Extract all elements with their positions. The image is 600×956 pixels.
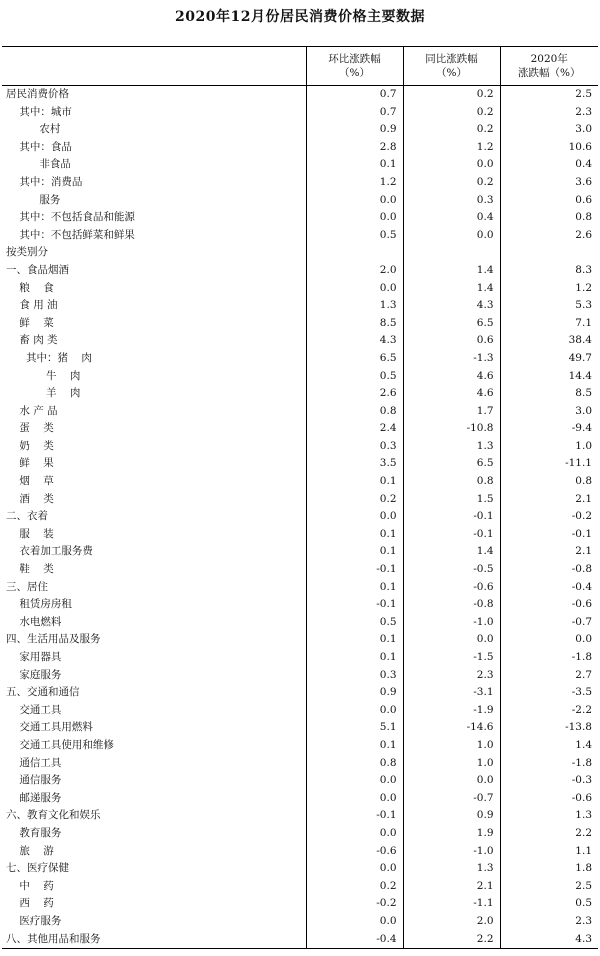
row-mom-value: 0.1: [306, 473, 403, 491]
row-label: 其中：城市: [6, 105, 72, 118]
row-label: 蛋 类: [6, 422, 54, 435]
row-mom-value: 0.0: [306, 790, 403, 808]
header-item: [2, 47, 306, 86]
row-yoy-value: -3.1: [403, 684, 500, 702]
table-row: [2, 315, 598, 333]
header-yoy-line2: （%）: [436, 67, 467, 79]
row-mom-value: 0.1: [306, 649, 403, 667]
row-yoy-value: 0.8: [403, 473, 500, 491]
row-yoy-value: -1.5: [403, 649, 500, 667]
row-yoy-value: 2.3: [403, 667, 500, 685]
row-year-value: 10.6: [500, 139, 598, 157]
row-mom-value: 0.2: [306, 491, 403, 509]
row-label: 衣着加工服务费: [6, 545, 93, 558]
row-year-value: -0.4: [500, 579, 598, 597]
row-label: 其中：猪 肉: [6, 351, 92, 364]
row-yoy-value: 0.0: [403, 227, 500, 245]
row-mom-value: 6.5: [306, 350, 403, 368]
table-row: [2, 931, 598, 949]
row-year-value: 2.1: [500, 543, 598, 561]
row-label: 酒 类: [6, 492, 54, 505]
row-year-value: 49.7: [500, 350, 598, 368]
row-mom-value: 2.8: [306, 139, 403, 157]
row-year-value: -0.6: [500, 790, 598, 808]
row-year-value: -0.1: [500, 526, 598, 544]
row-label: 旅 游: [6, 844, 54, 857]
row-yoy-value: 1.3: [403, 438, 500, 456]
table-row: [2, 772, 598, 790]
row-yoy-value: 1.3: [403, 860, 500, 878]
table-body: [2, 86, 598, 949]
row-mom-value: 2.4: [306, 420, 403, 438]
row-year-value: 0.5: [500, 895, 598, 913]
row-mom-value: -0.1: [306, 596, 403, 614]
row-year-value: -11.1: [500, 455, 598, 473]
row-mom-value: 0.5: [306, 368, 403, 386]
row-year-value: 7.1: [500, 315, 598, 333]
table-row: [2, 843, 598, 861]
row-year-value: 2.3: [500, 913, 598, 931]
table-row: [2, 491, 598, 509]
row-yoy-value: 2.1: [403, 878, 500, 896]
table-row: [2, 878, 598, 896]
row-year-value: 2.1: [500, 491, 598, 509]
table-row: [2, 192, 598, 210]
row-mom-value: 0.9: [306, 684, 403, 702]
row-yoy-value: 0.3: [403, 192, 500, 210]
row-yoy-value: 1.0: [403, 737, 500, 755]
row-year-value: -1.8: [500, 649, 598, 667]
row-year-value: 0.0: [500, 631, 598, 649]
table-row: [2, 121, 598, 139]
table-row: [2, 86, 598, 104]
header-yoy: [403, 47, 500, 86]
header-yoy-line1: 同比涨跌幅: [425, 53, 478, 65]
table-row: [2, 139, 598, 157]
table-row: [2, 667, 598, 685]
row-mom-value: 0.0: [306, 280, 403, 298]
table-row: [2, 227, 598, 245]
row-label: 其中：不包括鲜菜和鲜果: [6, 228, 135, 241]
row-year-value: 1.0: [500, 438, 598, 456]
row-mom-value: 0.0: [306, 702, 403, 720]
row-mom-value: 0.2: [306, 878, 403, 896]
table-row: [2, 508, 598, 526]
row-mom-value: 0.3: [306, 667, 403, 685]
row-label: 交通工具使用和维修: [6, 738, 114, 751]
row-yoy-value: 6.5: [403, 315, 500, 333]
row-label: 服务: [6, 193, 61, 206]
row-yoy-value: -0.7: [403, 790, 500, 808]
table-row: [2, 649, 598, 667]
row-yoy-value: 0.0: [403, 631, 500, 649]
row-year-value: 2.5: [500, 86, 598, 104]
row-mom-value: 0.8: [306, 403, 403, 421]
row-yoy-value: 1.5: [403, 491, 500, 509]
table-row: [2, 614, 598, 632]
row-label: 服 装: [6, 527, 54, 540]
row-year-value: 3.6: [500, 174, 598, 192]
row-yoy-value: 2.0: [403, 913, 500, 931]
row-year-value: 14.4: [500, 368, 598, 386]
row-year-value: [500, 244, 598, 262]
table-row: [2, 174, 598, 192]
table-row: [2, 332, 598, 350]
row-year-value: 4.3: [500, 931, 598, 949]
row-label: 牛 肉: [6, 369, 81, 382]
row-year-value: -13.8: [500, 719, 598, 737]
row-label: 按类别分: [6, 246, 48, 259]
row-label: 家用器具: [6, 651, 62, 663]
table-header-row: [2, 47, 598, 86]
table-row: [2, 209, 598, 227]
row-label: 粮 食: [6, 281, 54, 294]
row-year-value: 2.5: [500, 878, 598, 896]
row-label: 烟 草: [6, 475, 54, 488]
row-year-value: -3.5: [500, 684, 598, 702]
row-yoy-value: [403, 244, 500, 262]
row-mom-value: 0.0: [306, 913, 403, 931]
row-label: 四、生活用品及服务: [6, 633, 101, 646]
row-label: 畜 肉 类: [6, 334, 58, 347]
row-mom-value: 0.7: [306, 104, 403, 122]
row-mom-value: -0.2: [306, 895, 403, 913]
row-mom-value: 0.0: [306, 192, 403, 210]
row-yoy-value: 1.0: [403, 755, 500, 773]
table-row: [2, 561, 598, 579]
row-year-value: 0.8: [500, 473, 598, 491]
table-row: [2, 596, 598, 614]
row-yoy-value: -0.1: [403, 526, 500, 544]
row-year-value: -9.4: [500, 420, 598, 438]
row-yoy-value: 1.2: [403, 139, 500, 157]
header-mom: [306, 47, 403, 86]
row-yoy-value: -0.6: [403, 579, 500, 597]
row-mom-value: -0.1: [306, 807, 403, 825]
row-mom-value: 0.1: [306, 579, 403, 597]
table-row: [2, 790, 598, 808]
row-label: 七、医疗保健: [6, 862, 69, 875]
row-label: 奶 类: [6, 439, 54, 452]
row-year-value: 5.3: [500, 297, 598, 315]
row-label: 交通工具: [6, 703, 62, 716]
row-label: 其中：不包括食品和能源: [6, 211, 135, 224]
row-label: 羊 肉: [6, 387, 81, 400]
row-label: 西 药: [6, 897, 54, 910]
row-yoy-value: 0.0: [403, 772, 500, 790]
row-year-value: 1.4: [500, 737, 598, 755]
row-year-value: 3.0: [500, 121, 598, 139]
row-mom-value: 0.3: [306, 438, 403, 456]
row-mom-value: -0.6: [306, 843, 403, 861]
row-label: 水电燃料: [6, 615, 62, 628]
table-row: [2, 350, 598, 368]
header-year: [500, 47, 598, 86]
table-row: [2, 807, 598, 825]
row-year-value: 0.8: [500, 209, 598, 227]
row-mom-value: 0.1: [306, 156, 403, 174]
row-mom-value: -0.1: [306, 561, 403, 579]
row-label: 鞋 类: [6, 563, 54, 576]
row-year-value: -1.8: [500, 755, 598, 773]
row-yoy-value: 0.9: [403, 807, 500, 825]
row-year-value: 2.7: [500, 667, 598, 685]
table-row: [2, 262, 598, 280]
table-row: [2, 473, 598, 491]
table-row: [2, 684, 598, 702]
table-row: [2, 438, 598, 456]
table-row: [2, 579, 598, 597]
table-row: [2, 403, 598, 421]
table-row: [2, 526, 598, 544]
row-mom-value: 0.1: [306, 631, 403, 649]
row-yoy-value: -1.9: [403, 702, 500, 720]
row-mom-value: 2.0: [306, 262, 403, 280]
row-mom-value: 0.0: [306, 508, 403, 526]
row-label: 农村: [6, 123, 61, 136]
row-mom-value: 5.1: [306, 719, 403, 737]
row-year-value: 1.8: [500, 860, 598, 878]
row-label: 二、衣着: [6, 510, 48, 523]
row-yoy-value: -1.1: [403, 895, 500, 913]
row-yoy-value: 1.9: [403, 825, 500, 843]
row-year-value: -0.2: [500, 508, 598, 526]
row-year-value: -2.2: [500, 702, 598, 720]
row-label: 交通工具用燃料: [6, 721, 93, 734]
row-mom-value: 0.5: [306, 227, 403, 245]
row-yoy-value: 4.3: [403, 297, 500, 315]
header-year-line2: 涨跌幅（%）: [518, 67, 581, 79]
row-label: 八、其他用品和服务: [2, 931, 306, 949]
row-label: 通信服务: [6, 774, 62, 787]
table-row: [2, 156, 598, 174]
table-row: [2, 860, 598, 878]
table-row: [2, 280, 598, 298]
row-yoy-value: 1.7: [403, 403, 500, 421]
row-yoy-value: 4.6: [403, 385, 500, 403]
row-year-value: 1.2: [500, 280, 598, 298]
table-row: [2, 755, 598, 773]
row-mom-value: -0.4: [306, 931, 403, 949]
row-yoy-value: -1.0: [403, 614, 500, 632]
row-label: 鲜 菜: [6, 316, 54, 329]
row-yoy-value: -1.0: [403, 843, 500, 861]
row-year-value: 8.5: [500, 385, 598, 403]
row-mom-value: 0.7: [306, 86, 403, 104]
row-mom-value: 3.5: [306, 455, 403, 473]
table-row: [2, 825, 598, 843]
row-yoy-value: 1.4: [403, 262, 500, 280]
row-year-value: 8.3: [500, 262, 598, 280]
page-title: 2020年12月份居民消费价格主要数据: [175, 9, 425, 25]
row-yoy-value: 0.2: [403, 174, 500, 192]
row-label: 其中：消费品: [6, 175, 83, 188]
table-row: [2, 631, 598, 649]
row-mom-value: [306, 244, 403, 262]
row-label: 医疗服务: [6, 914, 62, 927]
row-year-value: 2.6: [500, 227, 598, 245]
table-row: [2, 244, 598, 262]
row-mom-value: 0.1: [306, 543, 403, 561]
row-year-value: 0.6: [500, 192, 598, 210]
row-mom-value: 0.0: [306, 772, 403, 790]
row-year-value: 1.1: [500, 843, 598, 861]
row-label: 家庭服务: [6, 668, 62, 681]
table-row: [2, 104, 598, 122]
row-year-value: 0.4: [500, 156, 598, 174]
row-yoy-value: -14.6: [403, 719, 500, 737]
row-mom-value: 1.2: [306, 174, 403, 192]
row-year-value: 2.2: [500, 825, 598, 843]
row-label: 水 产 品: [6, 404, 58, 417]
row-label: 非食品: [6, 158, 71, 171]
header-year-line1: 2020年: [530, 53, 568, 65]
table-row: [2, 913, 598, 931]
row-label: 邮递服务: [6, 791, 62, 804]
table-row: [2, 737, 598, 755]
row-year-value: -0.3: [500, 772, 598, 790]
row-mom-value: 8.5: [306, 315, 403, 333]
table-row: [2, 368, 598, 386]
table-row: [2, 455, 598, 473]
row-yoy-value: 0.0: [403, 156, 500, 174]
row-yoy-value: -0.1: [403, 508, 500, 526]
row-label: 其中：食品: [6, 140, 72, 153]
row-yoy-value: 0.2: [403, 121, 500, 139]
row-mom-value: 0.1: [306, 737, 403, 755]
header-mom-line1: 环比涨跌幅: [328, 53, 381, 65]
row-mom-value: 0.5: [306, 614, 403, 632]
header-mom-line2: （%）: [339, 67, 370, 79]
row-yoy-value: 0.2: [403, 86, 500, 104]
row-label: 通信工具: [6, 756, 62, 769]
row-label: 一、食品烟酒: [6, 263, 69, 276]
row-yoy-value: 1.4: [403, 280, 500, 298]
row-yoy-value: -10.8: [403, 420, 500, 438]
row-yoy-value: -1.3: [403, 350, 500, 368]
row-year-value: 3.0: [500, 403, 598, 421]
row-label: 教育服务: [6, 826, 62, 839]
row-mom-value: 0.0: [306, 209, 403, 227]
row-mom-value: 0.0: [306, 825, 403, 843]
row-mom-value: 0.1: [306, 526, 403, 544]
row-yoy-value: 0.4: [403, 209, 500, 227]
row-label: 六、教育文化和娱乐: [6, 809, 101, 822]
row-mom-value: 0.9: [306, 121, 403, 139]
row-label: 租赁房房租: [6, 598, 72, 611]
row-yoy-value: 4.6: [403, 368, 500, 386]
row-mom-value: 0.8: [306, 755, 403, 773]
row-year-value: -0.6: [500, 596, 598, 614]
row-year-value: 2.3: [500, 104, 598, 122]
row-year-value: 38.4: [500, 332, 598, 350]
row-yoy-value: -0.5: [403, 561, 500, 579]
row-label: 居民消费价格: [6, 88, 69, 100]
table-row: [2, 297, 598, 315]
row-year-value: -0.8: [500, 561, 598, 579]
cpi-table: [2, 46, 598, 949]
row-label: 鲜 果: [6, 457, 54, 470]
row-year-value: 1.3: [500, 807, 598, 825]
row-mom-value: 4.3: [306, 332, 403, 350]
row-label: 三、居住: [6, 580, 48, 593]
row-yoy-value: 2.2: [403, 931, 500, 949]
row-yoy-value: 0.2: [403, 104, 500, 122]
row-mom-value: 1.3: [306, 297, 403, 315]
row-yoy-value: -0.8: [403, 596, 500, 614]
row-mom-value: 2.6: [306, 385, 403, 403]
table-row: [2, 543, 598, 561]
row-mom-value: 0.0: [306, 860, 403, 878]
row-yoy-value: 0.6: [403, 332, 500, 350]
table-row: [2, 702, 598, 720]
row-yoy-value: 1.4: [403, 543, 500, 561]
row-label: 食 用 油: [6, 299, 58, 312]
row-yoy-value: 6.5: [403, 455, 500, 473]
table-row: [2, 719, 598, 737]
table-row: [2, 895, 598, 913]
row-label: 五、交通和通信: [6, 686, 80, 699]
row-label: 中 药: [6, 879, 54, 892]
table-row: [2, 385, 598, 403]
row-year-value: -0.7: [500, 614, 598, 632]
table-row: [2, 420, 598, 438]
